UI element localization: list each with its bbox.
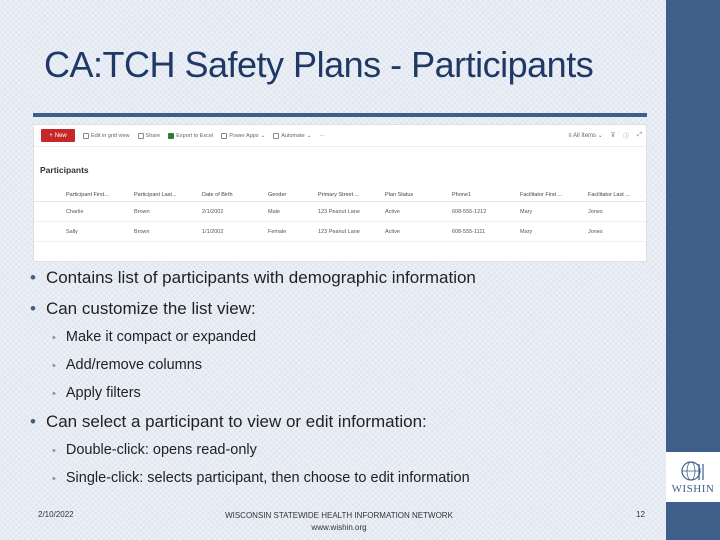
view-selector[interactable] xyxy=(568,132,603,139)
bullet-dot: • xyxy=(52,388,56,400)
sub-bullet-item xyxy=(52,329,256,345)
plus-icon: + xyxy=(49,132,53,139)
footer-org-url: www.wishin.org xyxy=(311,523,367,532)
command-bar xyxy=(34,125,647,147)
expand-icon[interactable]: ⤢ xyxy=(637,132,642,138)
power-apps-icon xyxy=(221,133,227,139)
more-icon: ··· xyxy=(319,132,325,139)
bullet-item xyxy=(30,268,476,288)
sub-bullet-item xyxy=(52,470,470,486)
column-header[interactable]: Participant First... xyxy=(66,191,109,198)
view-label: All Items xyxy=(573,133,597,139)
new-button[interactable] xyxy=(41,129,75,142)
column-header[interactable]: Gender xyxy=(268,191,287,198)
bullet-item xyxy=(30,412,427,432)
footer-date: 2/10/2022 xyxy=(38,510,74,519)
logo-text: WISHIN xyxy=(671,482,715,495)
table-cell: Charlie xyxy=(66,208,84,215)
grid-icon xyxy=(83,133,89,139)
automate-button[interactable] xyxy=(273,133,311,139)
bullet-text: Single-click: selects participant, then choose to edit information xyxy=(65,470,470,486)
column-header[interactable]: Plan Status xyxy=(385,191,414,198)
globe-icon xyxy=(680,460,706,482)
grid-header-row xyxy=(34,188,647,202)
command-bar-right xyxy=(568,131,642,140)
table-cell: 608-555-1212 xyxy=(452,208,487,215)
wishin-logo xyxy=(666,452,720,502)
edit-grid-view-label: Edit in grid view xyxy=(91,132,130,139)
table-cell: Brown xyxy=(134,208,150,215)
table-row[interactable] xyxy=(34,202,647,222)
bullet-text: Make it compact or expanded xyxy=(65,329,257,345)
filter-icon[interactable]: ⊽ xyxy=(610,133,616,139)
sub-bullet-item xyxy=(52,442,257,458)
bullet-text: Can customize the list view: xyxy=(45,299,256,318)
edit-grid-view-button[interactable] xyxy=(83,133,130,139)
share-icon xyxy=(138,133,144,139)
bullet-dot: • xyxy=(52,360,56,372)
table-cell: Active xyxy=(385,228,400,235)
chevron-down-icon: ⌄ xyxy=(597,133,603,139)
sharepoint-list-screenshot xyxy=(33,124,647,262)
table-cell: Jones xyxy=(588,228,603,235)
automate-label: Automate xyxy=(281,132,305,139)
bullet-dot: • xyxy=(30,268,36,287)
column-header[interactable]: Facilitator Last ... xyxy=(588,191,630,198)
power-apps-button[interactable] xyxy=(221,133,265,139)
column-header[interactable]: Facilitator First ... xyxy=(520,191,563,198)
export-excel-label: Export to Excel xyxy=(176,132,214,139)
view-lines-icon: ≡ xyxy=(568,133,572,139)
sub-bullet-item xyxy=(52,357,202,373)
bullet-text: Can select a participant to view or edit information: xyxy=(45,412,427,431)
table-row[interactable] xyxy=(34,222,647,242)
sub-bullet-item xyxy=(52,385,141,401)
bullet-dot: • xyxy=(30,299,36,318)
share-button[interactable] xyxy=(138,133,161,139)
list-title: Participants xyxy=(40,165,89,175)
bullet-dot: • xyxy=(30,412,36,431)
column-header[interactable]: Primary Street ... xyxy=(318,191,360,198)
more-button[interactable] xyxy=(319,133,325,139)
bullet-dot: • xyxy=(52,473,56,485)
excel-icon xyxy=(168,133,174,139)
table-cell: Jones xyxy=(588,208,603,215)
table-cell: Female xyxy=(268,228,287,235)
table-cell: 608-555-1111 xyxy=(452,228,486,235)
participants-grid xyxy=(34,188,647,242)
power-apps-label: Power Apps xyxy=(229,132,259,139)
table-cell: Mary xyxy=(520,208,533,215)
table-cell: 123 Peanut Lane xyxy=(318,228,360,235)
footer-org-name: WISCONSIN STATEWIDE HEALTH INFORMATION NETWORK xyxy=(225,511,453,520)
bullet-text: Double-click: opens read-only xyxy=(65,442,257,458)
chevron-down-icon: ⌄ xyxy=(306,132,312,139)
chevron-down-icon: ⌄ xyxy=(260,132,266,139)
table-cell: 123 Peanut Lane xyxy=(318,208,360,215)
footer-org xyxy=(180,510,498,534)
bullet-dot: • xyxy=(52,445,56,457)
column-header[interactable]: Date of Birth xyxy=(202,191,233,198)
table-cell: 1/1/2002 xyxy=(202,228,224,235)
table-cell: Sally xyxy=(66,228,78,235)
slide-title: CA:TCH Safety Plans - Participants xyxy=(44,44,594,85)
table-cell: Male xyxy=(268,208,280,215)
bullet-text: Apply filters xyxy=(65,385,141,401)
table-cell: Brown xyxy=(134,228,150,235)
automate-icon xyxy=(273,133,279,139)
share-label: Share xyxy=(145,132,161,139)
table-cell: Active xyxy=(385,208,400,215)
bullet-dot: • xyxy=(52,332,56,344)
bullet-text: Add/remove columns xyxy=(65,357,203,373)
export-excel-button[interactable] xyxy=(168,133,213,139)
column-header[interactable]: Phone1 xyxy=(452,191,471,198)
new-button-label: New xyxy=(54,132,67,139)
page-number: 12 xyxy=(636,510,645,519)
info-icon[interactable]: ⓘ xyxy=(623,134,630,140)
bullet-text: Contains list of participants with demographic information xyxy=(45,268,476,287)
title-underline xyxy=(33,113,647,117)
table-cell: 2/1/2002 xyxy=(202,208,224,215)
bullet-item xyxy=(30,299,256,319)
column-header[interactable]: Participant Last... xyxy=(134,191,177,198)
table-cell: Mary xyxy=(520,228,533,235)
